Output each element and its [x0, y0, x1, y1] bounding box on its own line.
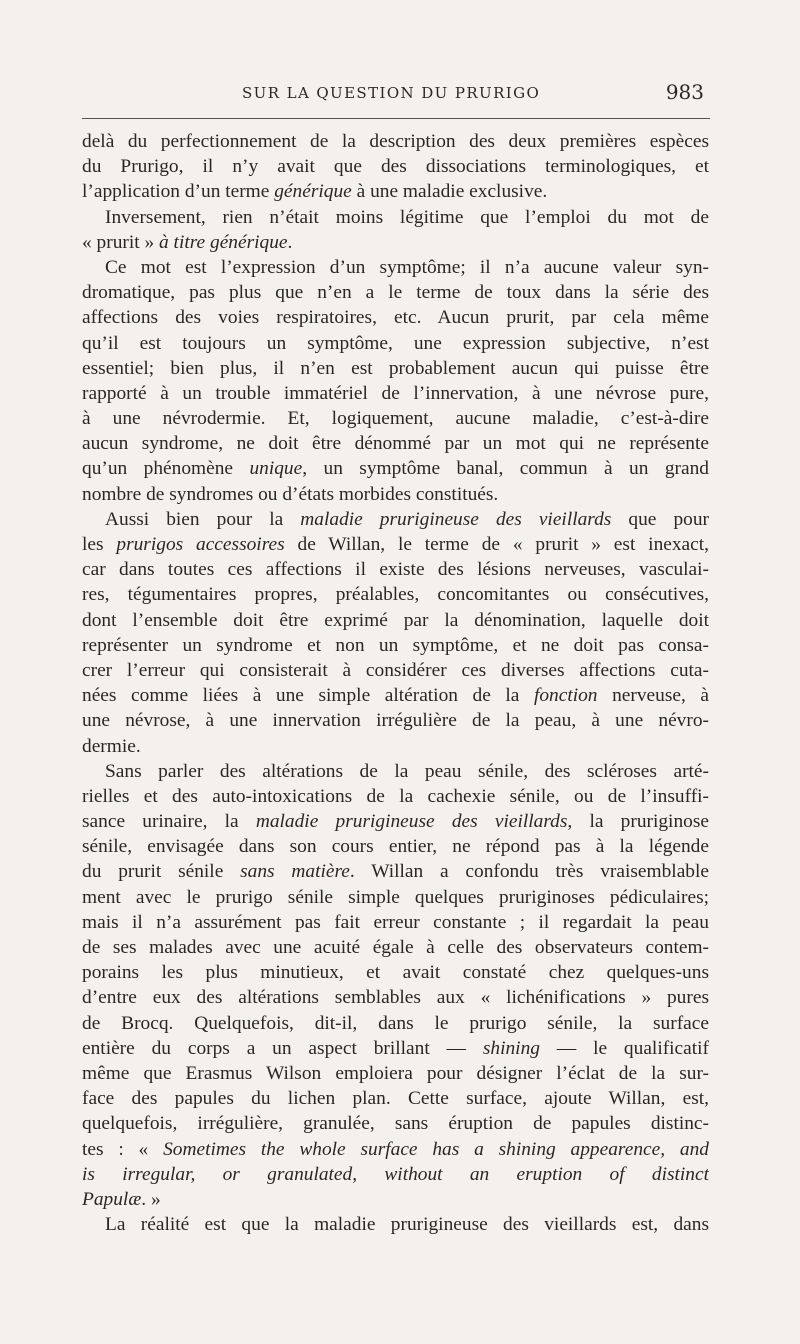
- text-line: [82, 280, 709, 305]
- text-run: aucun syndrome, ne doit être dénommé par un mot qui ne représente: [82, 433, 709, 455]
- text-run: une névrose, à une innervation irrégulière de la peau, à une névro-: [82, 710, 709, 732]
- text-run: quelquefois, irrégulière, granulée, sans éruption de papules distinc-: [82, 1113, 709, 1135]
- header-rule: [82, 118, 710, 119]
- page-number: 983: [665, 80, 704, 104]
- text-line: [82, 179, 709, 204]
- text-line: [82, 658, 709, 683]
- text-run: rielles et des auto-intoxications de la cachexie sénile, ou de l’insuffi-: [82, 785, 709, 807]
- text-line: [82, 784, 709, 809]
- text-run: dermie.: [82, 735, 141, 757]
- text-run: , un symptôme banal, commun à un grand: [302, 458, 709, 480]
- text-run: de Brocq. Quelquefois, dit-il, dans le prurigo sénile, la surface: [82, 1012, 709, 1034]
- text-line: [82, 456, 709, 481]
- text-line: [82, 910, 709, 935]
- text-run: .: [287, 231, 293, 253]
- text-line: [82, 129, 709, 154]
- text-run: qu’un phénomène: [82, 458, 250, 480]
- text-line: [82, 255, 709, 280]
- text-line: [82, 1212, 709, 1237]
- text-line: [82, 482, 709, 507]
- text-run: que pour: [611, 508, 709, 530]
- text-line: [82, 507, 709, 532]
- text-line: [82, 154, 709, 179]
- italic-run: is irregular, or granulated, without an eruption of distinct: [82, 1163, 709, 1185]
- text-run: Inversement, rien n’était moins légitime que l’emploi du mot de: [105, 206, 709, 228]
- text-run: . »: [141, 1188, 161, 1210]
- text-run: car dans toutes ces affections il existe des lésions nerveuses, vasculai-: [82, 559, 709, 581]
- text-line: [82, 305, 709, 330]
- text-run: nombre de syndromes ou d’états morbides constitués.: [82, 483, 499, 505]
- text-line: [82, 532, 709, 557]
- text-run: La réalité est que la maladie prurigineuse des vieillards est, dans: [105, 1214, 709, 1236]
- text-line: [82, 885, 709, 910]
- text-run: sénile, envisagée dans son cours entier, ne répond pas à la légende: [82, 836, 709, 858]
- text-line: [82, 859, 709, 884]
- italic-run: Sometimes the whole surface has a shining appearence, and: [163, 1138, 709, 1160]
- text-line: [82, 431, 709, 456]
- text-line: [82, 582, 709, 607]
- text-run: d’entre eux des altérations semblables aux « lichénifications » pures: [82, 987, 709, 1009]
- body-text: [82, 129, 709, 1237]
- text-run: Sans parler des altérations de la peau sénile, des scléroses arté-: [105, 760, 709, 782]
- text-run: . Willan a confondu très vraisemblable: [349, 861, 709, 883]
- text-line: [82, 834, 709, 859]
- text-run: les: [82, 534, 117, 555]
- text-line: [82, 734, 709, 759]
- text-line: [82, 935, 709, 960]
- text-run: de Willan, le terme de « prurit » est inexact,: [284, 534, 709, 555]
- text-run: tes : «: [82, 1138, 164, 1160]
- text-run: sance urinaire, la: [82, 811, 256, 833]
- italic-run: prurigos accessoires: [116, 534, 285, 555]
- italic-run: à titre générique: [159, 231, 288, 253]
- text-run: porains les plus minutieux, et avait constaté chez quelques-uns: [82, 962, 709, 984]
- text-line: [82, 557, 709, 582]
- text-line: [82, 205, 709, 230]
- text-run: crer l’erreur qui consisterait à considérer ces diverses affections cuta-: [82, 659, 709, 681]
- italic-run: maladie prurigineuse des vieillards: [255, 811, 568, 833]
- text-run: même que Erasmus Wilson emploiera pour désigner l’éclat de la sur-: [82, 1062, 709, 1084]
- text-line: [82, 759, 709, 784]
- text-run: Aussi bien pour la: [105, 508, 301, 530]
- text-run: représenter un syndrome et non un symptôme, et ne doit pas consa-: [82, 634, 709, 656]
- text-line: [82, 1036, 709, 1061]
- text-run: du prurit sénile: [82, 861, 241, 883]
- running-title: SUR LA QUESTION DU PRURIGO: [242, 84, 541, 102]
- italic-run: sans matière: [240, 861, 350, 883]
- text-run: dromatique, pas plus que n’en a le terme de toux dans la série des: [82, 282, 709, 304]
- text-run: dont l’ensemble doit être exprimé par la dénomination, laquelle doit: [82, 609, 709, 631]
- italic-run: shining: [482, 1037, 540, 1059]
- text-run: ment avec le prurigo sénile simple quelques pruriginoses pédiculaires;: [82, 886, 709, 908]
- text-run: rapporté à un trouble immatériel de l’innervation, à une névrose pure,: [82, 382, 709, 404]
- italic-run: maladie prurigineuse des vieillards: [300, 508, 612, 530]
- italic-run: générique: [274, 181, 352, 203]
- text-run: nerveuse, à: [597, 685, 709, 707]
- text-line: [82, 809, 709, 834]
- text-run: affections des voies respiratoires, etc. Aucun prurit, par cela même: [82, 307, 709, 329]
- text-run: delà du perfectionnement de la description des deux premières espèces: [82, 131, 709, 152]
- text-line: [82, 1011, 709, 1036]
- text-run: mais il n’a assurément pas fait erreur constante ; il regardait la peau: [82, 911, 709, 933]
- text-run: res, tégumentaires propres, préalables, concomitantes ou consécutives,: [82, 584, 709, 606]
- text-run: face des papules du lichen plan. Cette surface, ajoute Willan, est,: [82, 1088, 709, 1110]
- italic-run: fonction: [533, 685, 598, 707]
- text-run: qu’il est toujours un symptôme, une expression subjective, n’est: [82, 332, 709, 354]
- text-line: [82, 230, 709, 255]
- text-run: , la pruriginose: [567, 811, 709, 833]
- text-line: [82, 331, 709, 356]
- italic-run: Papulæ: [82, 1188, 142, 1210]
- text-run: « prurit »: [82, 231, 160, 253]
- text-run: entière du corps a un aspect brillant —: [82, 1037, 483, 1059]
- text-line: [82, 381, 709, 406]
- text-line: [82, 1162, 709, 1187]
- text-line: [82, 1061, 709, 1086]
- text-run: Ce mot est l’expression d’un symptôme; il n’a aucune valeur syn-: [105, 256, 709, 278]
- text-line: [82, 1086, 709, 1111]
- text-line: [82, 1111, 709, 1136]
- text-line: [82, 985, 709, 1010]
- text-run: du Prurigo, il n’y avait que des dissociations terminologiques, et: [82, 156, 709, 178]
- text-run: l’application d’un terme: [82, 181, 275, 203]
- text-line: [82, 406, 709, 431]
- italic-run: unique: [249, 458, 303, 480]
- text-run: de ses malades avec une acuité égale à celle des observateurs contem-: [82, 937, 709, 958]
- text-run: à une maladie exclusive.: [351, 181, 548, 203]
- text-run: essentiel; bien plus, il n’en est probablement aucun qui puisse être: [82, 357, 709, 379]
- text-line: [82, 356, 709, 381]
- text-run: à une névrodermie. Et, logiquement, aucune maladie, c’est-à-dire: [82, 408, 709, 430]
- text-line: [82, 708, 709, 733]
- text-line: [82, 683, 709, 708]
- page-header: [82, 80, 708, 110]
- text-line: [82, 1137, 709, 1162]
- text-line: [82, 633, 709, 658]
- text-run: — le qualificatif: [539, 1037, 709, 1059]
- text-line: [82, 960, 709, 985]
- text-run: nées comme liées à une simple altération de la: [82, 685, 534, 707]
- text-line: [82, 1187, 709, 1212]
- text-line: [82, 608, 709, 633]
